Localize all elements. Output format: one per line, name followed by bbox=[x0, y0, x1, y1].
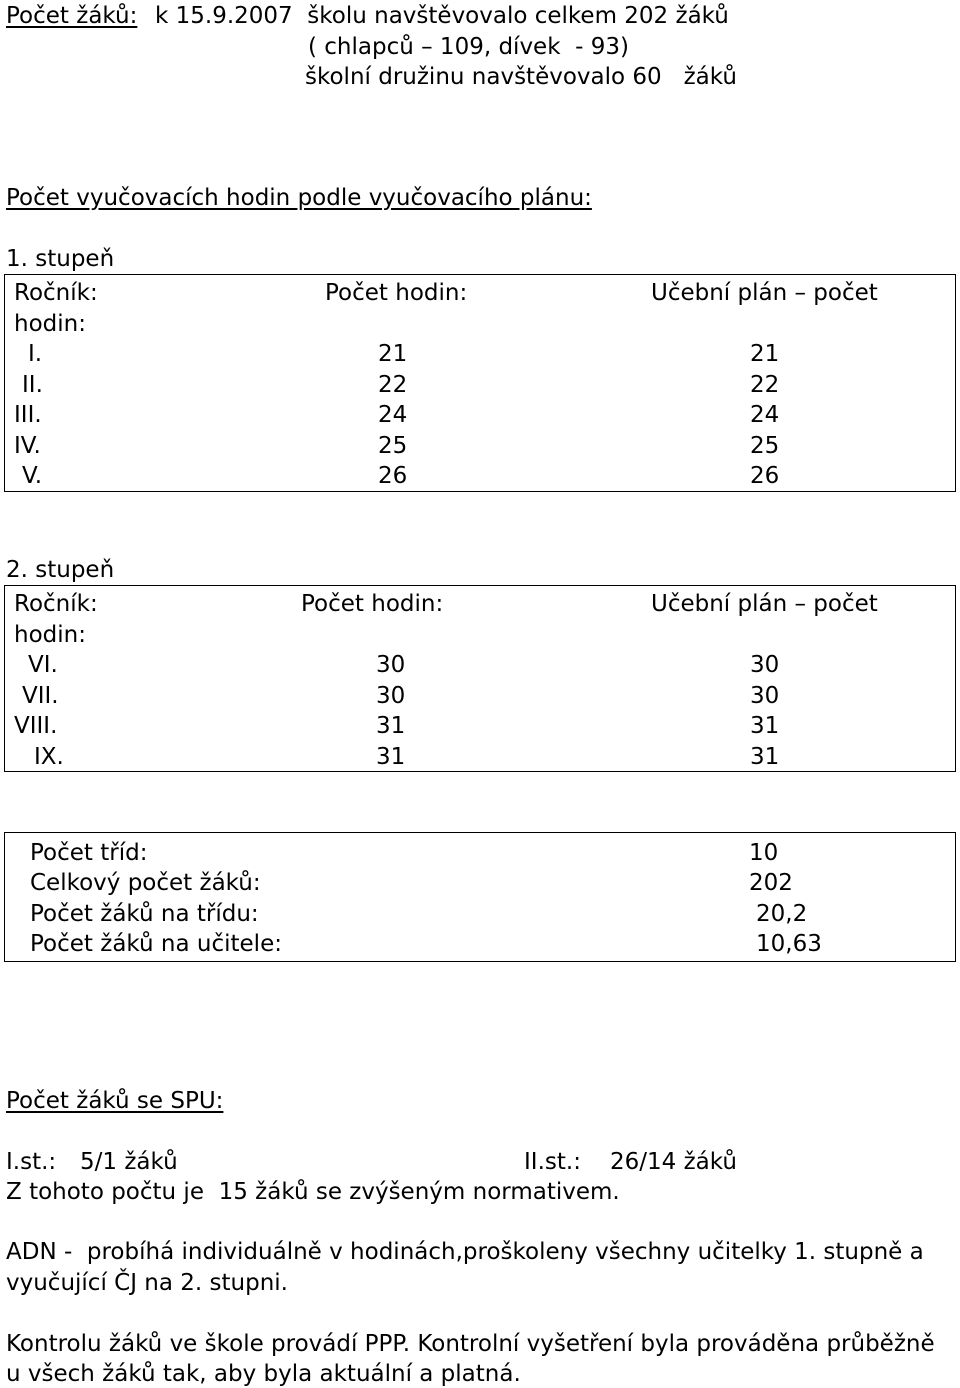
adn-line-2: vyučující ČJ na 2. stupni. bbox=[6, 1270, 288, 1296]
stage1-header-grade: Ročník: bbox=[14, 280, 98, 306]
stage1-row-hours: 21 bbox=[378, 341, 408, 367]
spu-stage2-value: 26/14 žáků bbox=[610, 1149, 737, 1175]
stage1-row-plan: 22 bbox=[750, 372, 780, 398]
stage1-row-plan: 21 bbox=[750, 341, 780, 367]
stage2-title: 2. stupeň bbox=[6, 557, 115, 583]
stage1-row-grade: V. bbox=[22, 463, 43, 489]
stage1-table bbox=[4, 274, 956, 492]
stage2-row-plan: 31 bbox=[750, 744, 780, 770]
stage2-row-grade: IX. bbox=[34, 744, 64, 770]
spu-normative-line: Z tohoto počtu je 15 žáků se zvýšeným normativem. bbox=[6, 1179, 620, 1205]
adn-line-1: ADN - probíhá individuálně v hodinách,proškoleny všechny učitelky 1. stupně a bbox=[6, 1239, 924, 1265]
students-count-label: Počet žáků: bbox=[6, 3, 138, 29]
stage2-table bbox=[4, 585, 956, 772]
stage2-header-plan: Učební plán – počet bbox=[651, 591, 878, 617]
summary-label: Počet žáků na učitele: bbox=[30, 931, 282, 957]
control-line-1: Kontrolu žáků ve škole provádí PPP. Kontrolní vyšetření byla prováděna průběžně bbox=[6, 1331, 935, 1357]
stage1-row-hours: 22 bbox=[378, 372, 408, 398]
summary-label: Celkový počet žáků: bbox=[30, 870, 261, 896]
stage1-header-plan: Učební plán – počet bbox=[651, 280, 878, 306]
stage1-row-hours: 26 bbox=[378, 463, 408, 489]
stage2-row-plan: 30 bbox=[750, 683, 780, 709]
stage2-row-plan: 31 bbox=[750, 713, 780, 739]
stage1-row-hours: 24 bbox=[378, 402, 408, 428]
summary-table bbox=[4, 832, 956, 962]
stage1-row-plan: 24 bbox=[750, 402, 780, 428]
stage2-row-plan: 30 bbox=[750, 652, 780, 678]
enrollment-line: k 15.9.2007 školu navštěvovalo celkem 202 žáků bbox=[155, 3, 729, 29]
stage2-row-grade: VII. bbox=[22, 683, 59, 709]
stage1-header-wrap: hodin: bbox=[14, 311, 86, 337]
spu-stage2-label: II.st.: bbox=[524, 1149, 581, 1175]
spu-stage1-label: I.st.: bbox=[6, 1149, 57, 1175]
stage1-row-grade: III. bbox=[14, 402, 42, 428]
stage1-title: 1. stupeň bbox=[6, 246, 115, 272]
stage1-row-grade: IV. bbox=[14, 433, 41, 459]
summary-label: Počet žáků na třídu: bbox=[30, 901, 259, 927]
stage2-row-hours: 31 bbox=[376, 713, 406, 739]
stage2-row-grade: VI. bbox=[28, 652, 58, 678]
spu-heading: Počet žáků se SPU: bbox=[6, 1088, 224, 1114]
stage1-row-plan: 25 bbox=[750, 433, 780, 459]
stage2-header-wrap: hodin: bbox=[14, 622, 86, 648]
stage2-header-hours: Počet hodin: bbox=[301, 591, 444, 617]
stage2-row-hours: 31 bbox=[376, 744, 406, 770]
control-line-2: u všech žáků tak, aby byla aktuální a platná. bbox=[6, 1361, 521, 1387]
summary-label: Počet tříd: bbox=[30, 840, 148, 866]
stage2-row-hours: 30 bbox=[376, 652, 406, 678]
spu-stage1-value: 5/1 žáků bbox=[80, 1149, 178, 1175]
stage1-row-grade: I. bbox=[28, 341, 43, 367]
summary-value: 10,63 bbox=[756, 931, 822, 957]
stage1-row-grade: II. bbox=[22, 372, 43, 398]
summary-value: 202 bbox=[749, 870, 793, 896]
stage2-row-grade: VIII. bbox=[14, 713, 58, 739]
stage2-header-grade: Ročník: bbox=[14, 591, 98, 617]
summary-value: 20,2 bbox=[756, 901, 808, 927]
after-school-club-line: školní družinu navštěvovalo 60 žáků bbox=[305, 64, 737, 90]
gender-breakdown-line: ( chlapců – 109, dívek - 93) bbox=[308, 34, 630, 60]
summary-value: 10 bbox=[749, 840, 779, 866]
plan-heading: Počet vyučovacích hodin podle vyučovacího plánu: bbox=[6, 185, 592, 211]
stage1-row-hours: 25 bbox=[378, 433, 408, 459]
stage1-header-hours: Počet hodin: bbox=[325, 280, 468, 306]
stage2-row-hours: 30 bbox=[376, 683, 406, 709]
stage1-row-plan: 26 bbox=[750, 463, 780, 489]
